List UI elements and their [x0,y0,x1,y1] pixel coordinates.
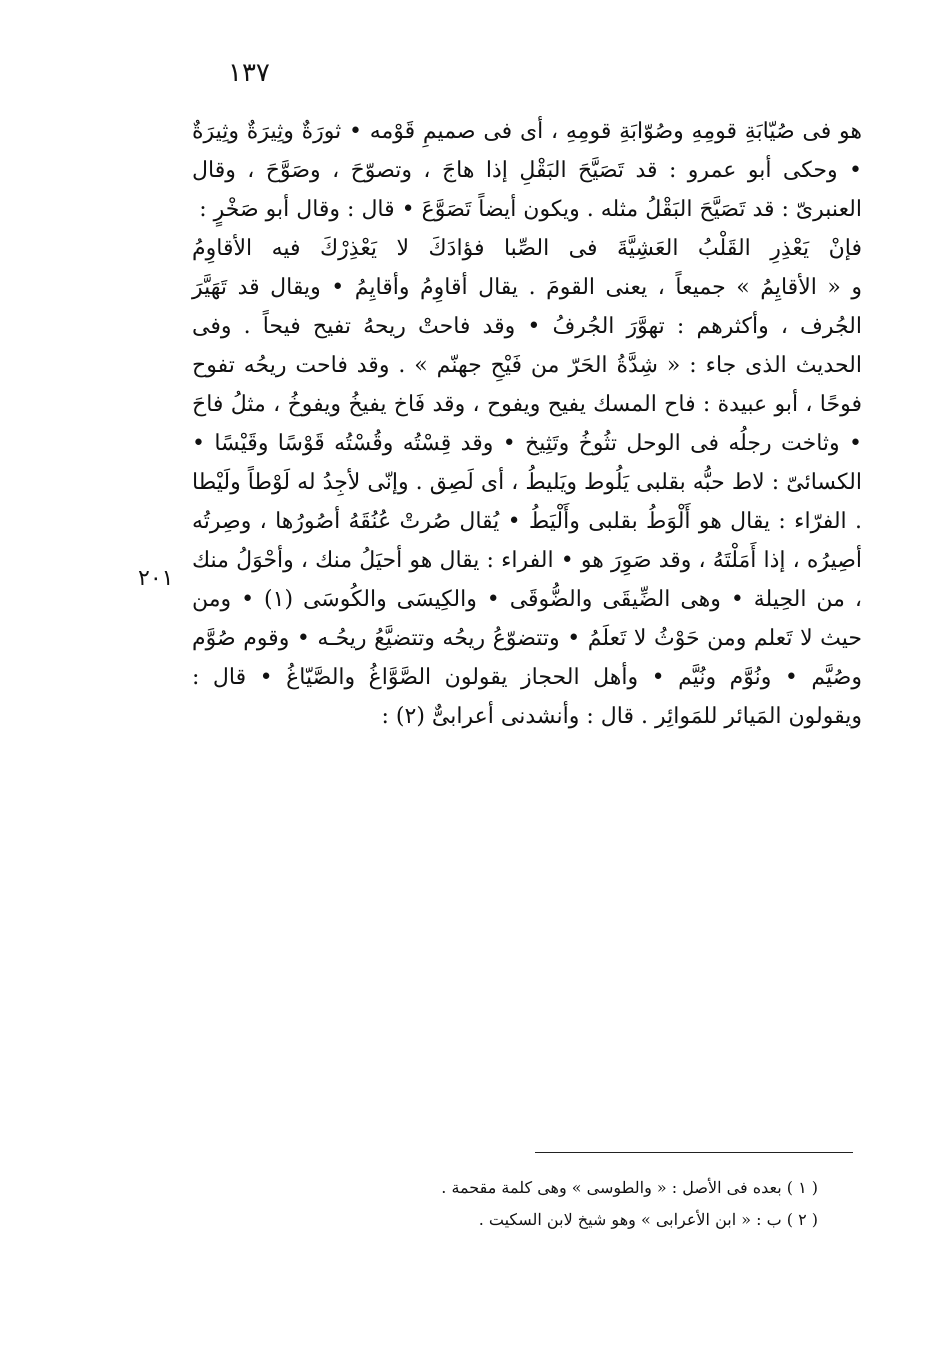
footnotes [300,1172,818,1236]
footnote-1: ( ١ ) بعده فى الأصل : « والطوسى » وهى كلمة مقحمة . [441,1178,818,1197]
footnote-divider [535,1152,853,1153]
main-text [192,112,862,736]
paragraph-2: و « الأقايِمُ » جميعاً ، يعنى القومَ . يقال أقاوِمُ وأقايِمُ • ويقال قد تَهَيَّرَ الجُرف ، وأكثرهم : تهوَّرَ الجُرفُ • وقد فاحتْ ريحهُ تفيح فيحاً . وفى الحديث الذى جاء : « شِدَّةُ الحَرّ من فَيْحِ جهنّم » . وقد فاحت ريحُه تفوح فوحًا ، أبو عبيدة : فاح المسك يفيح ويفوح ، وقد فَاخ يفيخُ ويفوخُ ، مثلُ فاحَ • وثاخت رجلُه فى الوحل تثُوخُ وتَثِيخ • وقد قِسْتُه وقُسْتُه قَوْسًا وقَيْسًا • الكسائىّ : لاط حبُّه بقلبى يَلُوط ويَليطُ ، أى لَصِق . وإنّى لأجِدُ له لَوْطاً ولَيْطا . الفرّاء : يقال هو أَلْوَطُ بقلبى وأَلْيَطُ • يُقال صُرتْ عُنُقَهُ أصُورُها ، وصِرتُه أصِيرُه ، إذا أَمَلْتَهُ ، وقد صَوِرَ هو • الفراء : يقال هو أحيَلُ منك ، وأحْوَلُ منك ، من الحِيلة • وهى الضِّيقَى والضُّوقَى • والكِيسَى والكُوسَى (١) • ومن حيث لا تَعلم ومن حَوْثُ لا تَعلَمُ • وتتضوّعُ ريحُه وتتضيَّعُ ريحُـه • وقوم صُوَّم وصُيَّم • ونُوَّم ونُيَّم • وأهل الحجاز يقولون الصَّوَّاغُ والصَّيّاغُ • قال : ويقولون المَيائر للمَوائِر . قال : وأنشدنى أعرابىٌّ (٢) : [192,275,863,729]
footnote-2: ( ٢ ) ب : « ابن الأعرابى » وهو شيخ لابن السكيت . [478,1210,818,1229]
margin-line-number: ٢٠١ [138,566,174,591]
page-number: ١٣٧ [228,58,270,88]
paragraph-1: هو فى صُيّابَةِ قومِهِ وصُوّابَةِ قومِهِ ، أى فى صميمِ قَوْمه • ثورَةٌ وثِيرَةٌ وثِيرَةٌ • وحكى أبو عمرو : قد تَصَيَّحَ البَقْلِ إذا هاجَ ، وتصوّحَ ، وصَوَّحَ ، وقال العنبرىّ : قد تَصَيَّحَ البَقْلُ مثله . ويكون أيضاً تَصَوَّعَ • قال : وقال أبو صَخْرٍ : [192,119,862,222]
verse-line: فإنْ يَعْذِرِ القَلْبُ العَشِيَّةَ فى الصِّبا فؤادَكَ لا يَعْذِرْكَ فيه الأقاوِمُ [192,236,862,261]
